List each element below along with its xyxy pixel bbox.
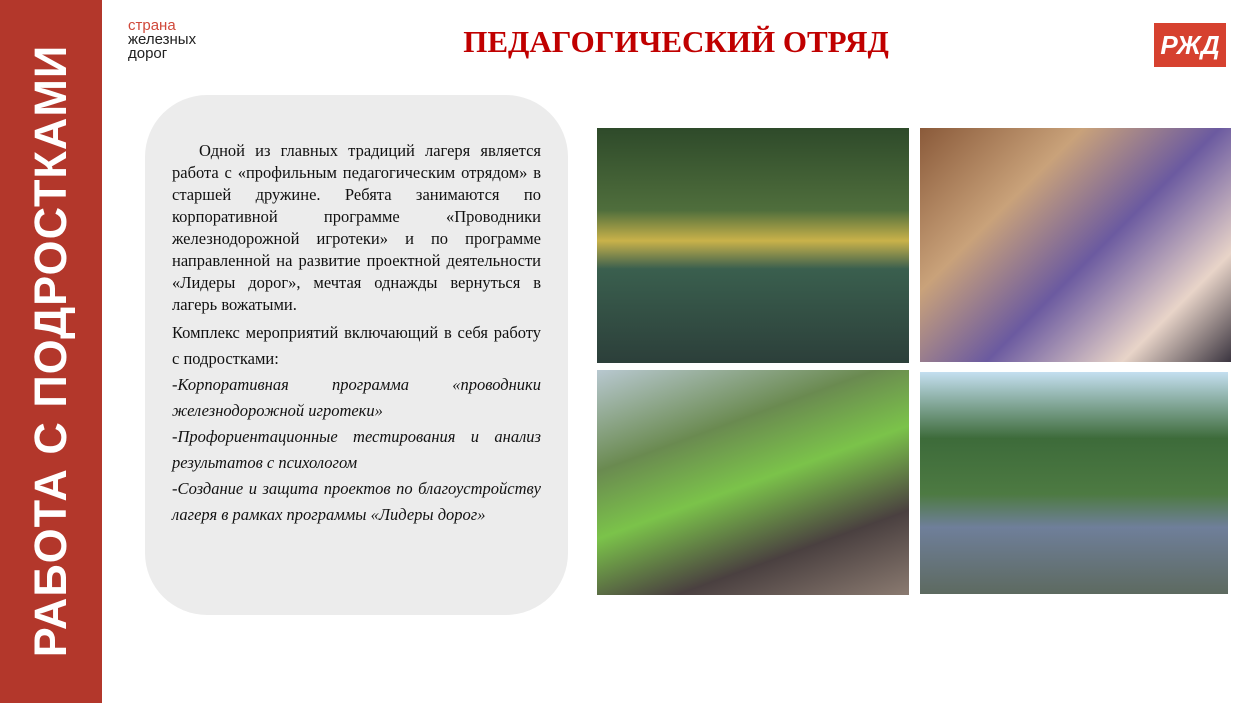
rzd-logo: РЖД	[1154, 23, 1226, 67]
list-item: -Профориентационные тестирования и анализ результатов с психологом	[172, 427, 541, 472]
sidebar-banner	[0, 0, 102, 703]
list-item: -Создание и защита проектов по благоустройству лагеря в рамках программы «Лидеры дорог»	[172, 479, 541, 524]
logo-line: дорог	[128, 45, 168, 62]
logo-line: железных	[128, 31, 197, 48]
text-content	[172, 140, 541, 528]
sidebar-title: РАБОТА С ПОДРОСТКАМИ	[25, 44, 76, 658]
strana-zheleznykh-dorog-logo	[128, 19, 196, 61]
page-title: ПЕДАГОГИЧЕСКИЙ ОТРЯД	[463, 24, 889, 59]
photo-children-circle-game	[597, 128, 909, 363]
photo-teens-with-clipboard	[597, 370, 909, 595]
intro-paragraph: Одной из главных традиций лагеря является работа с «профильным педагогическим отрядом» в старшей дружине. Ребята занимаются по корпоративной программе «Проводники железнодорожной игротеки» и по программе направленной на развитие проектной деятельности «Лидеры дорог», мечтая однажды вернуться в лагерь вожатыми.	[172, 141, 541, 314]
list-item: -Корпоративная программа «проводники железнодорожной игротеки»	[172, 375, 541, 420]
photo-counselor-hugging-children	[920, 128, 1231, 362]
activities-intro: Комплекс мероприятий включающий в себя работу с подростками:	[172, 323, 541, 368]
photo-group-outdoors	[920, 372, 1228, 594]
logo-line: страна	[128, 17, 176, 34]
